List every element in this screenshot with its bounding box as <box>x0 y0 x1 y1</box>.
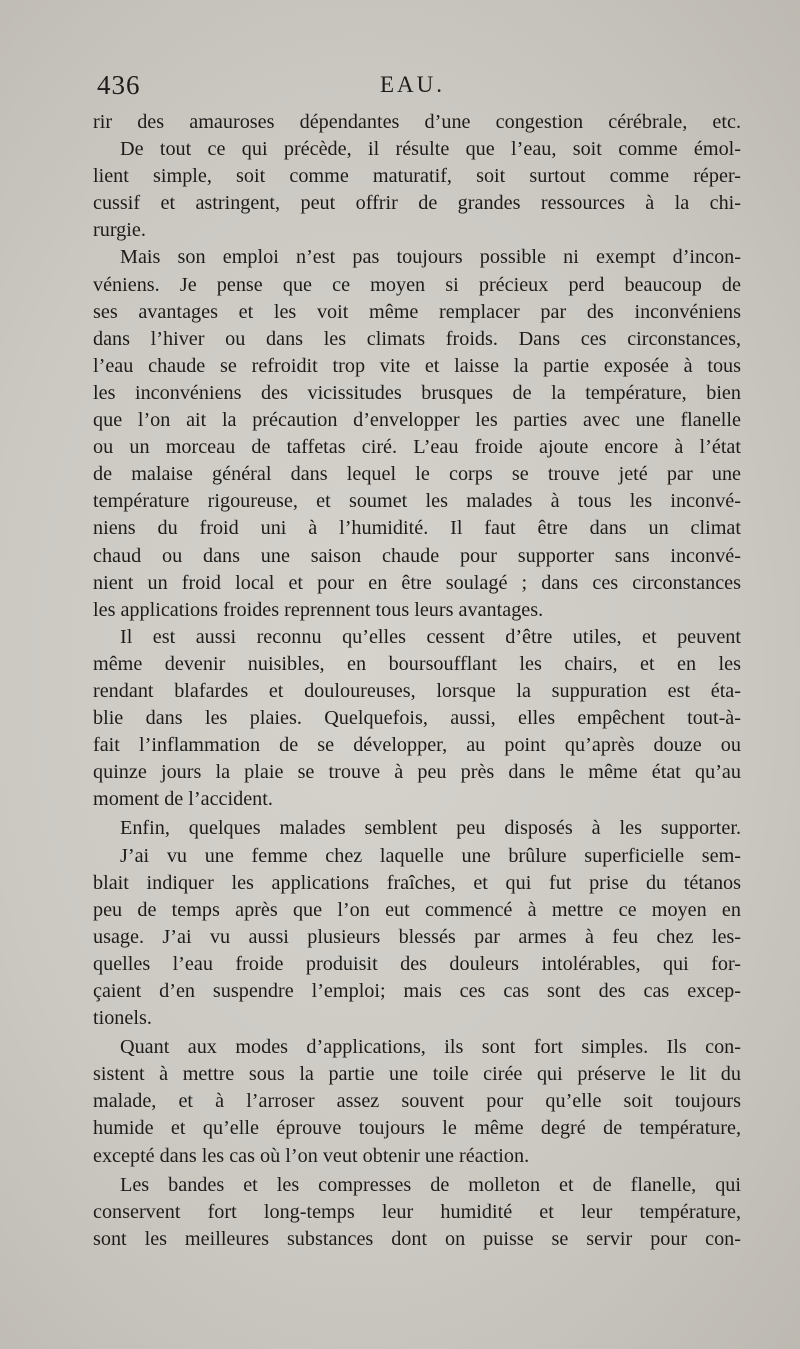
text-line: chaud ou dans une saison chaude pour supporter sans inconvé- <box>93 544 741 567</box>
page-header <box>97 70 740 102</box>
text-line: même devenir nuisibles, en boursoufflant les chairs, et en les <box>93 652 741 675</box>
text-line: les inconvéniens des vicissitudes brusques de la température, bien <box>93 381 741 404</box>
text-line: sistent à mettre sous la partie une toile cirée qui préserve le lit du <box>93 1063 741 1086</box>
text-line: que l’on ait la précaution d’envelopper les parties avec une flanelle <box>93 409 741 432</box>
text-line: Enfin, quelques malades semblent peu disposés à les supporter. <box>120 817 741 840</box>
text-line: quinze jours la plaie se trouve à peu près dans le même état qu’au <box>93 761 741 784</box>
text-line: Il est aussi reconnu qu’elles cessent d’être utiles, et peuvent <box>120 625 741 648</box>
text-line: lient simple, soit comme maturatif, soit surtout comme réper- <box>93 165 741 188</box>
running-head: EAU. <box>380 72 446 97</box>
text-line: tionels. <box>93 1007 152 1030</box>
text-line: ou un morceau de taffetas ciré. L’eau froide ajoute encore à l’état <box>93 436 741 459</box>
text-line: les applications froides reprennent tous leurs avantages. <box>93 598 544 621</box>
text-line: blait indiquer les applications fraîches, et qui fut prise du tétanos <box>93 871 741 894</box>
text-line: niens du froid uni à l’humidité. Il faut être dans un climat <box>93 517 741 540</box>
text-line: nient un froid local et pour en être soulagé ; dans ces circonstances <box>93 571 741 594</box>
text-line: l’eau chaude se refroidit trop vite et laisse la partie exposée à tous <box>93 354 741 377</box>
text-line: quelles l’eau froide produisit des douleurs intolérables, qui for- <box>93 952 741 975</box>
text-line: conservent fort long-temps leur humidité et leur température, <box>93 1200 741 1223</box>
text-line: moment de l’accident. <box>93 788 273 811</box>
text-line: peu de temps après que l’on eut commencé à mettre ce moyen en <box>93 898 741 921</box>
text-line: excepté dans les cas où l’on veut obtenir une réaction. <box>93 1144 530 1167</box>
text-line: de malaise général dans lequel le corps se trouve jeté par une <box>93 463 741 486</box>
text-line: rir des amauroses dépendantes d’une congestion cérébrale, etc. <box>93 111 741 133</box>
text-line: humide et qu’elle éprouve toujours le même degré de température, <box>93 1117 741 1140</box>
text-line: Quant aux modes d’applications, ils sont fort simples. Ils con- <box>120 1036 741 1059</box>
text-line: température rigoureuse, et soumet les malades à tous les inconvé- <box>93 490 741 513</box>
text-line: fait l’inflammation de se développer, au point qu’après douze ou <box>93 734 741 757</box>
text-line: cussif et astringent, peut offrir de grandes ressources à la chi- <box>93 192 741 215</box>
text-line: J’ai vu une femme chez laquelle une brûlure superficielle sem- <box>120 844 741 867</box>
text-line: Mais son emploi n’est pas toujours possible ni exempt d’incon- <box>120 246 741 269</box>
text-line: sont les meilleures substances dont on puisse se servir pour con- <box>93 1227 741 1250</box>
text-line: usage. J’ai vu aussi plusieurs blessés par armes à feu chez les- <box>93 925 741 948</box>
text-line: rurgie. <box>93 219 146 242</box>
text-line: dans l’hiver ou dans les climats froids. Dans ces circonstances, <box>93 327 741 350</box>
body-text <box>93 109 741 1253</box>
text-line: Les bandes et les compresses de molleton et de flanelle, qui <box>120 1173 741 1196</box>
text-line: véniens. Je pense que ce moyen si précieux perd beaucoup de <box>93 273 741 296</box>
page-number: 436 <box>97 70 141 100</box>
text-line: blie dans les plaies. Quelquefois, aussi, elles empêchent tout-à- <box>93 707 741 730</box>
text-line: rendant blafardes et douloureuses, lorsque la suppuration est éta- <box>93 679 741 702</box>
text-line: De tout ce qui précède, il résulte que l’eau, soit comme émol- <box>120 138 741 161</box>
text-line: ses avantages et les voit même remplacer par des inconvéniens <box>93 300 741 323</box>
text-line: çaient d’en suspendre l’emploi; mais ces cas sont des cas excep- <box>93 980 741 1002</box>
text-line: malade, et à l’arroser assez souvent pour qu’elle soit toujours <box>93 1090 741 1113</box>
